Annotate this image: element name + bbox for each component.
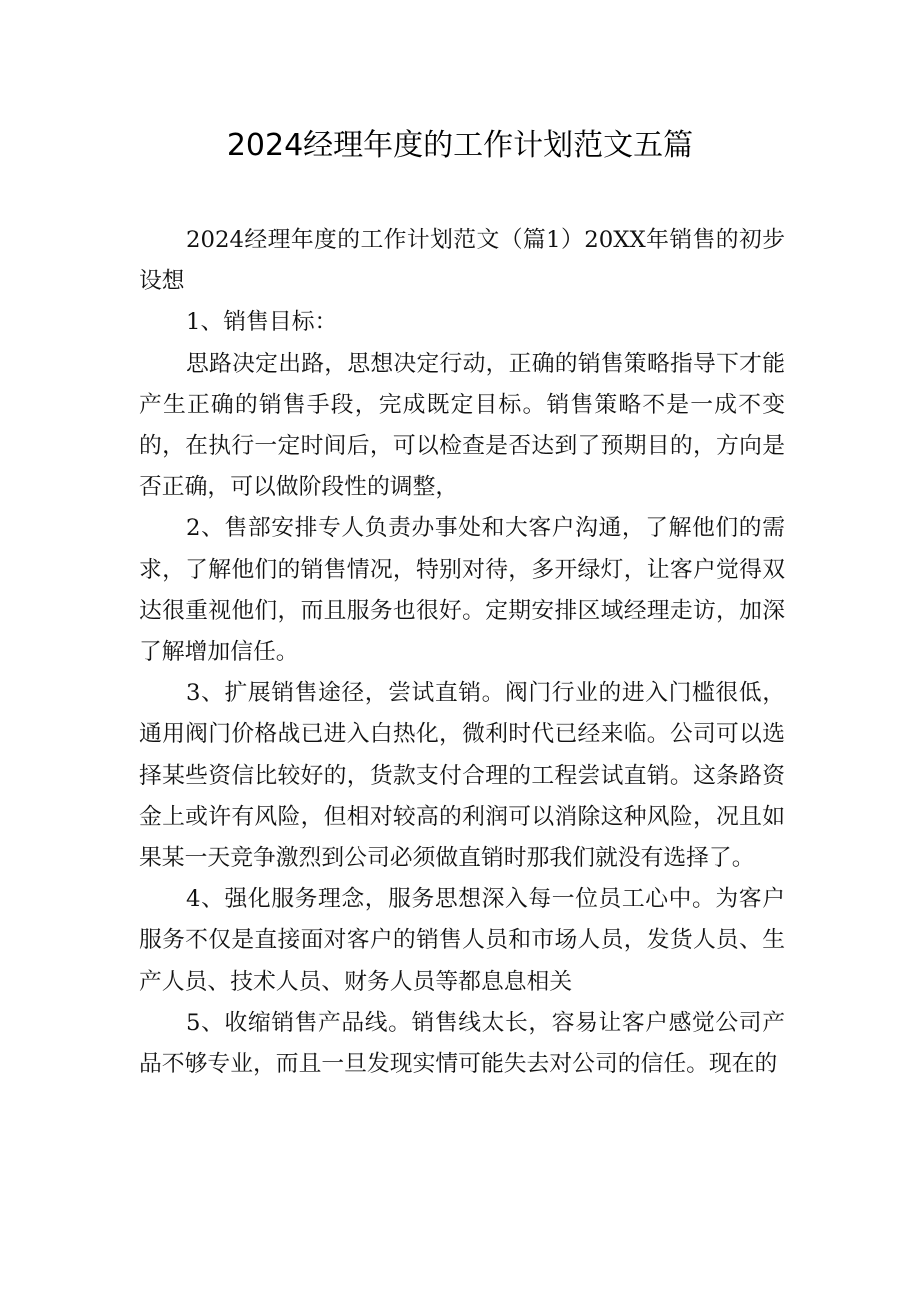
paragraph-item-5: 5、收缩销售产品线。销售线太长，容易让客户感觉公司产品不够专业，而且一旦发现实情可能失去对公司的信任。现在的 [139, 1009, 785, 1078]
paragraph-sales-target: 1、销售目标： [186, 309, 338, 336]
document-title: 2024经理年度的工作计划范文五篇 [226, 128, 694, 163]
paragraph-item-3: 3、扩展销售途径，尝试直销。阀门行业的进入门槛很低，通用阀门价格战已进入白热化，微利时代已经来临。公司可以选择某些资信比较好的，货款支付合理的工程尝试直销。这条路资金上或许有风险，但相对较高的利润可以消除这种风险，况且如果某一天竞争激烈到公司必须做直销时那我们就没有选择了。 [139, 680, 785, 872]
paragraph-item-4: 4、强化服务理念，服务思想深入每一位员工心中。为客户服务不仅是直接面对客户的销售人员和市场人员，发货人员、生产人员、技术人员、财务人员等都息息相关 [139, 886, 785, 995]
paragraph-intro: 2024经理年度的工作计划范文（篇1）20XX年销售的初步设想 [139, 227, 785, 295]
paragraph-strategy: 思路决定出路，思想决定行动，正确的销售策略指导下才能产生正确的销售手段，完成既定目标。销售策略不是一成不变的，在执行一定时间后，可以检查是否达到了预期目的，方向是否正确，可以做阶段性的调整， [139, 350, 785, 501]
document-body [139, 220, 785, 1085]
paragraph-item-2: 2、售部安排专人负责办事处和大客户沟通，了解他们的需求，了解他们的销售情况，特别对待，多开绿灯，让客户觉得双达很重视他们，而且服务也很好。定期安排区域经理走访，加深了解增加信任。 [139, 515, 785, 666]
